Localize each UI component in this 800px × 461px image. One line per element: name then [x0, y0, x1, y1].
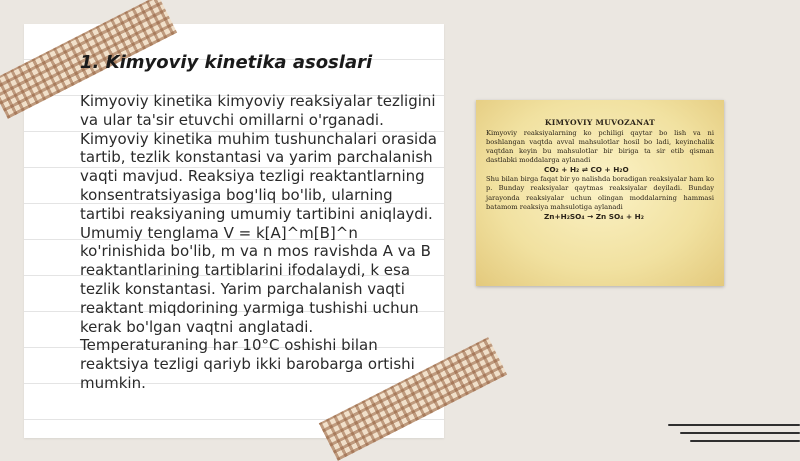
chemical-equilibrium-image [476, 100, 724, 286]
decorative-line [668, 424, 800, 426]
image-equation-2: Zn+H₂SO₄ → Zn SO₄ + H₂ [544, 211, 644, 221]
image-equation-1: CO₂ + H₂ ⇌ CO + H₂O [544, 165, 629, 175]
slide-body-text: Kimyoviy kinetika kimyoviy reaksiyalar tezligini va ular ta'sir etuvchi omillarni o'rganadi. Kimyoviy kinetika muhim tushunchalari orasida tartib, tezlik konstantasi va yarim parchalanish vaqti mavjud. Reaksiya tezligi reaktantlarning konsentratsiyasiga bog'liq bo'lib, ularning tartibi reaksiyaning umumiy tartibini aniqlaydi. Umumiy tenglama V = k[A]^m[B]^n ko'rinishida bo'lib, m va n mos ravishda A va B reaktantlarining tartiblarini ifodalaydi, k esa tezlik konstantasi. Yarim parchalanish vaqti reaktant miqdorining yarmiga tushishi uchun kerak bo'lgan vaqtni anglatadi. Temperaturaning har 10°C oshishi bilan reaktsiya tezligi qariyb ikki barobarga ortishi mumkin. [80, 92, 437, 392]
decorative-line [690, 440, 800, 442]
slide-title: 1. Kimyoviy kinetika asoslari [80, 52, 373, 73]
image-title: KIMYOVIY MUVOZANAT [544, 118, 656, 127]
decorative-line [680, 432, 800, 434]
image-paragraph-1: Kimyoviy reaksiyalarning ko pchiligi qaytar bo lish va ni boshlangan vaqtda avval mahsulotlar hosil bo ladi, keyinchalik vaqtdan keyin bu mahsulotlar bir biriga ta sir etib qisman dastlabki moddalarga aylanadi [486, 129, 714, 165]
image-paragraph-2: Shu bilan birga faqat bir yo nalishda boradigan reaksiyalar ham ko p. Bunday reaksiyalar qaytmas reaksiyalar deyiladi. Bunday jarayonda reaksiyalar uchun olingan moddalarning hammasi batamom reaksiya mahsulotiga aylanadi [486, 175, 714, 211]
